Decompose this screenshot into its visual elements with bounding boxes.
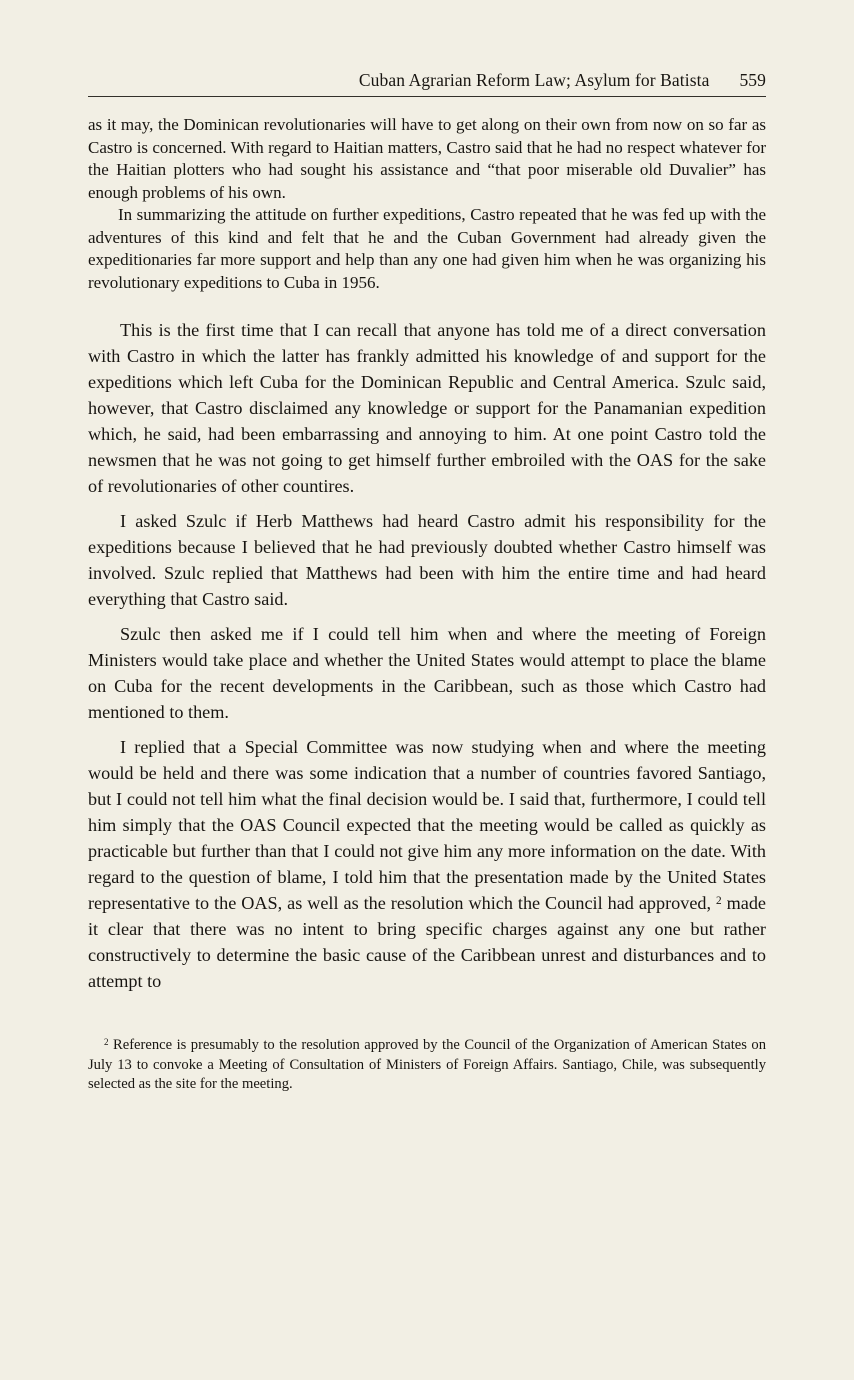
footnote: [88, 1036, 766, 1095]
body-paragraph: [88, 734, 766, 994]
excerpt-paragraph: In summarizing the attitude on further expeditions, Castro repeated that he was fed up with the adventures of this kind and felt that he and the Cuban Government had already given the expeditionaries far more support and help than any one had given him when he was organizing his revolutionary expeditions to Cuba in 1956.: [88, 205, 766, 292]
footnote-marker: 2: [104, 1036, 109, 1047]
body-block: [88, 317, 766, 994]
excerpt-block: [88, 114, 766, 294]
footnote-reference-marker: 2: [716, 894, 722, 907]
body-paragraph: Szulc then asked me if I could tell him when and where the meeting of Foreign Ministers would take place and whether the United States would attempt to place the blame on Cuba for the recent developments in the Caribbean, such as those which Castro had mentioned to them.: [88, 624, 766, 722]
body-paragraph: This is the first time that I can recall that anyone has told me of a direct conversation with Castro in which the latter has frankly admitted his knowledge of and support for the expeditions which left Cuba for the Dominican Republic and Central America. Szulc said, however, that Castro disclaimed any knowledge or support for the Panamanian expedition which, he said, had been embarrassing and annoying to him. At one point Castro told the newsmen that he was not going to get himself further embroiled with the OAS for the sake of revolutionaries of other countires.: [88, 320, 766, 496]
page-number: 559: [739, 70, 766, 90]
footnote-text: Reference is presumably to the resolution approved by the Council of the Organization of American States on July 13 to convoke a Meeting of Consultation of Ministers of Foreign Affairs. Santiago, Chile, was subsequently selected as the site for the meeting.: [88, 1037, 766, 1092]
excerpt-paragraph: as it may, the Dominican revolutionaries will have to get along on their own from now on so far as Castro is concerned. With regard to Haitian matters, Castro said that he had no respect whatever for the Haitian plotters who had sought his assistance and “that poor miserable old Duvalier” has enough problems of his own.: [88, 115, 766, 202]
paragraph-text: made it clear that there was no intent to bring specific charges against any one but rather constructively to determine the basic cause of the Caribbean unrest and disturbances and to attempt to: [88, 893, 766, 991]
paragraph-text: I replied that a Special Committee was now studying when and where the meeting would be held and there was some indication that a number of countries favored Santiago, but I could not tell him what the final decision would be. I said that, furthermore, I could tell him simply that the OAS Council expected that the meeting would be called as quickly as practicable but further than that I could not give him any more information on the date. With regard to the question of blame, I told him that the presentation made by the United States representative to the OAS, as well as the resolution which the Council had approved,: [88, 737, 766, 913]
running-head: [88, 70, 766, 97]
running-head-title: Cuban Agrarian Reform Law; Asylum for Batista: [358, 70, 710, 90]
body-paragraph: I asked Szulc if Herb Matthews had heard Castro admit his responsibility for the expeditions because I believed that he had previously doubted whether Castro himself was involved. Szulc replied that Matthews had been with him the entire time and had heard everything that Castro said.: [88, 511, 766, 609]
